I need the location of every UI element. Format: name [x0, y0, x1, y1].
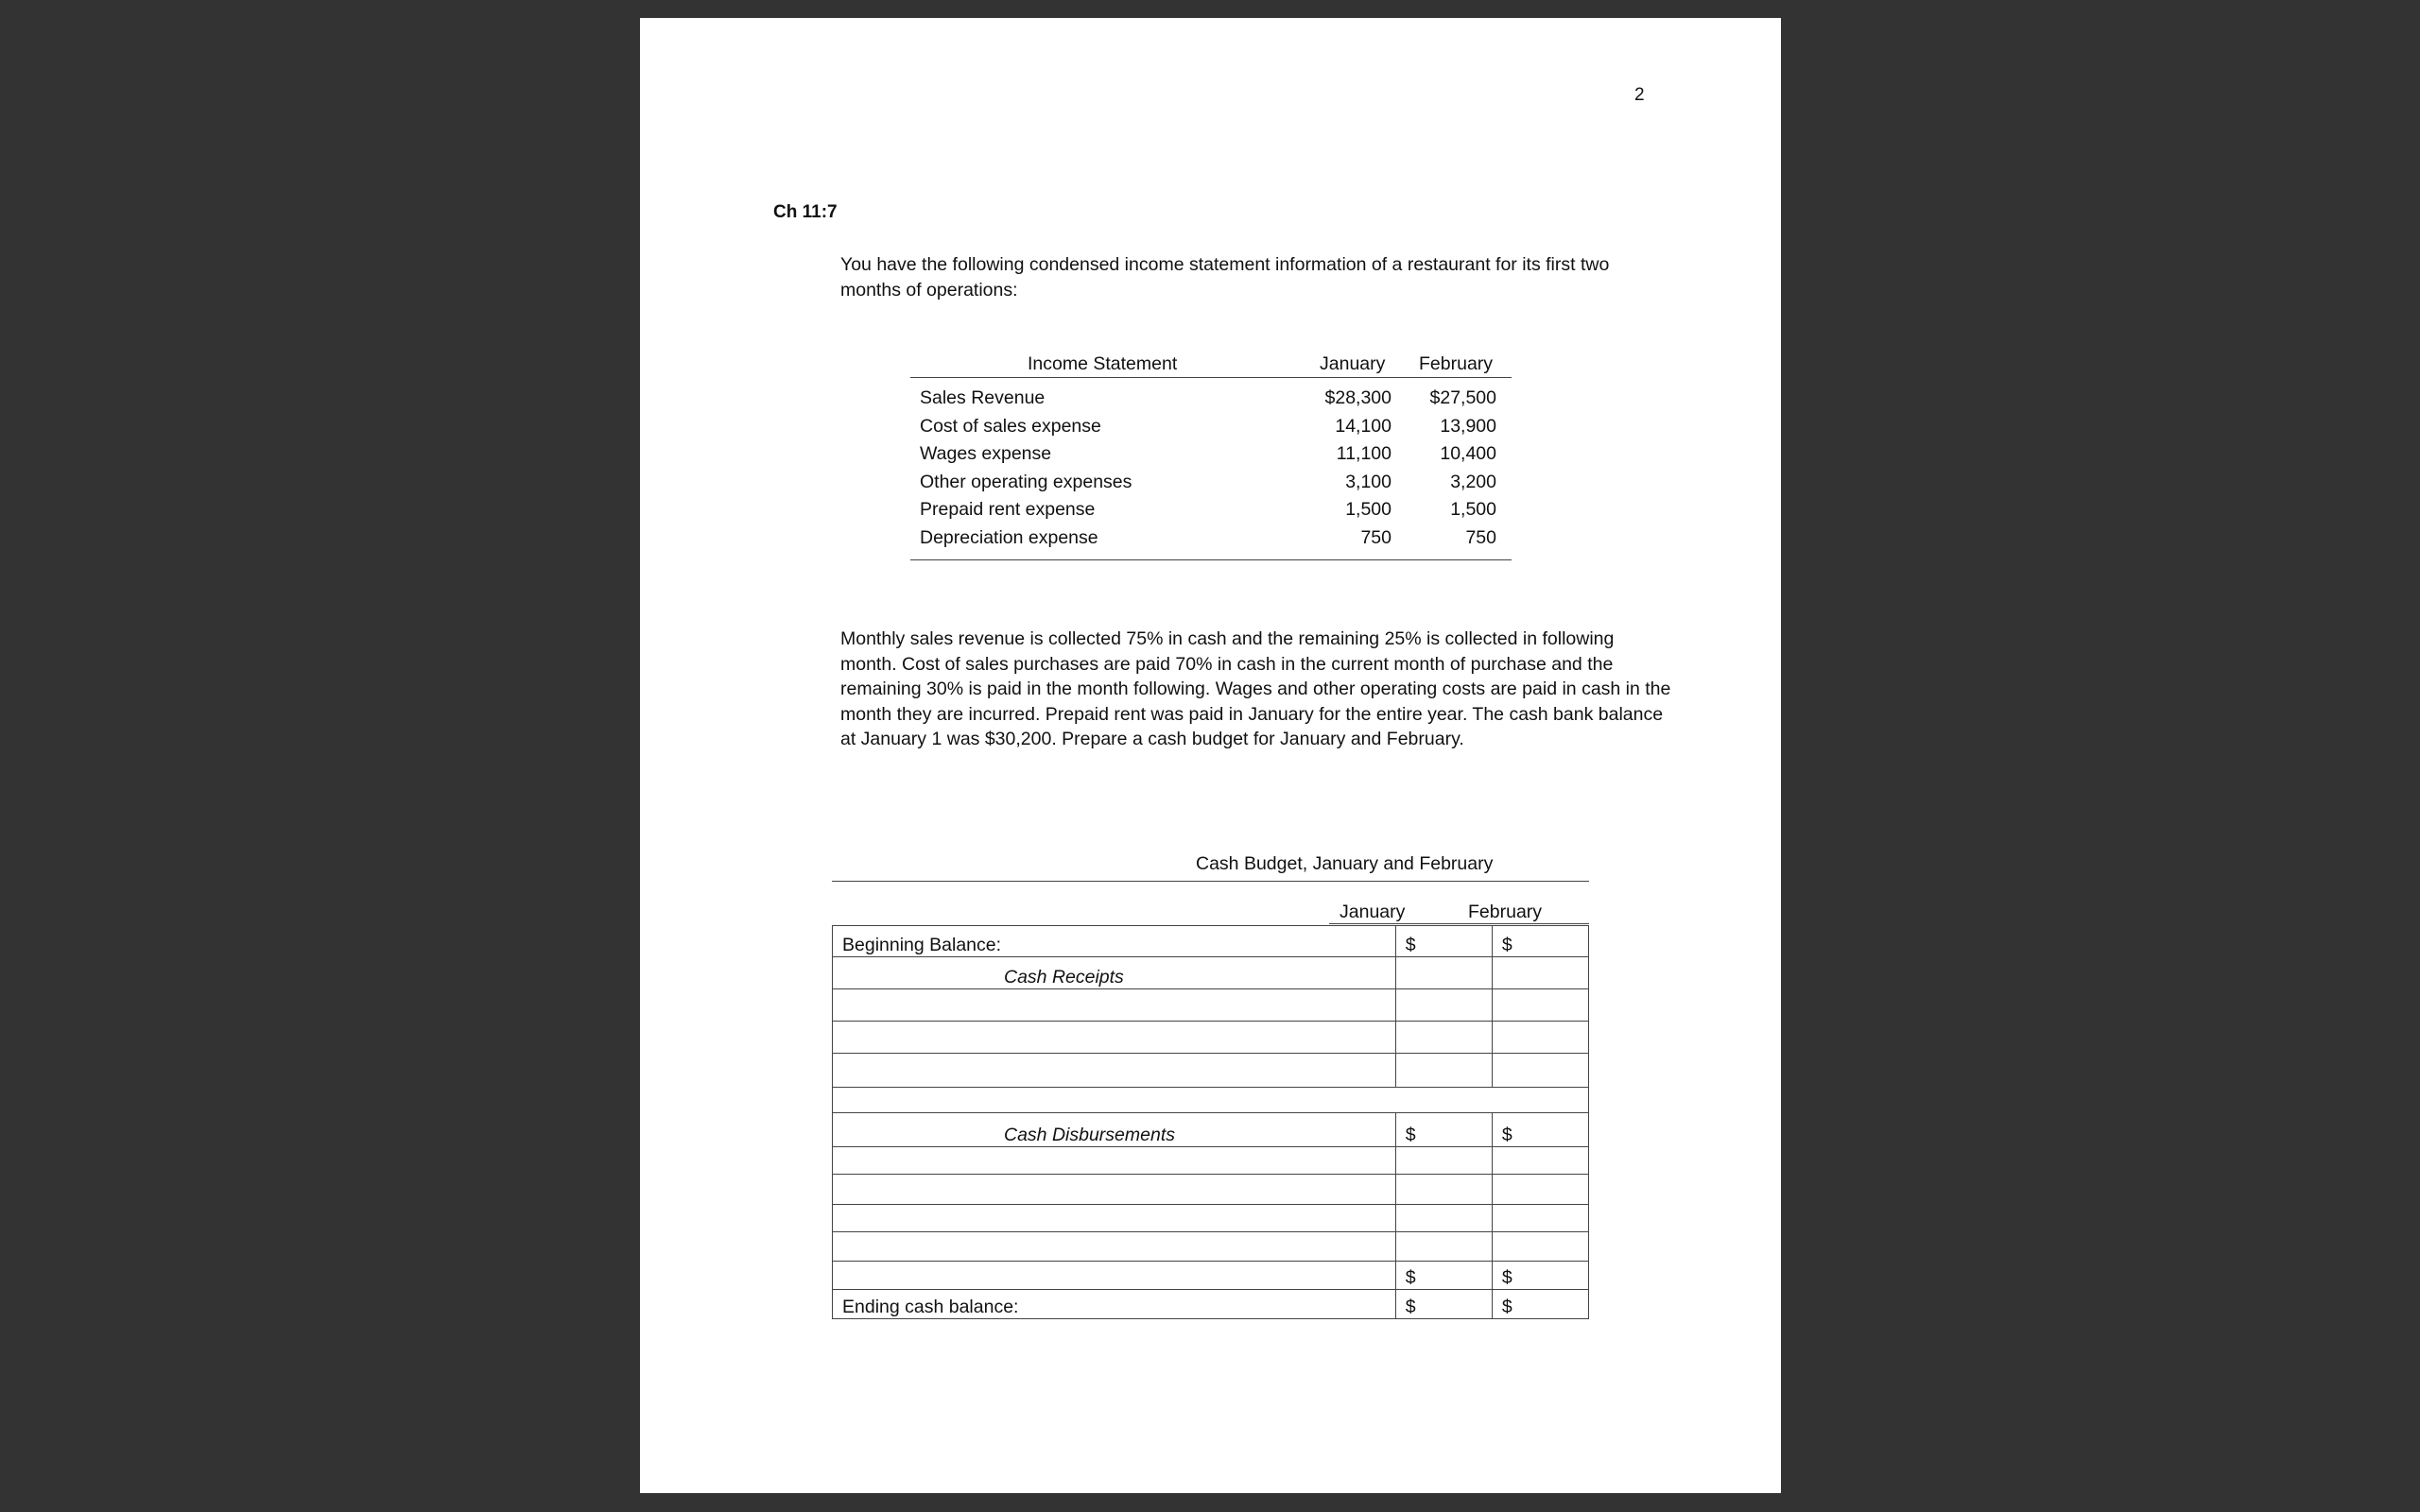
cash-budget-row: [833, 957, 1589, 989]
cash-budget-row-label: [833, 1147, 1396, 1175]
income-row: [910, 414, 1512, 442]
cash-budget-table: [832, 925, 1589, 1319]
cash-budget-row: [833, 1147, 1589, 1175]
income-row-february: $27,500: [1429, 387, 1496, 408]
income-row: [910, 525, 1512, 554]
cash-budget-row-label: [833, 1232, 1396, 1262]
cash-budget-january-cell: [1395, 1147, 1492, 1175]
cash-budget-january-cell: [1395, 989, 1492, 1022]
cash-budget-january-cell: [1395, 1205, 1492, 1232]
income-statement-table: [910, 347, 1512, 560]
cash-budget-title: Cash Budget, January and February: [1196, 853, 1494, 874]
income-row-february: 3,200: [1450, 471, 1496, 492]
cash-budget-february-cell: $: [1492, 1262, 1588, 1290]
intro-paragraph: You have the following condensed income statement information of a restaurant for its first two months of operations:: [840, 254, 1610, 301]
cash-budget-row-label: Beginning Balance:: [833, 926, 1396, 957]
cash-budget-row: [833, 989, 1589, 1022]
cash-budget-february-cell: $: [1492, 926, 1588, 957]
cash-budget-row: [833, 1175, 1589, 1205]
income-row-label: Wages expense: [920, 443, 1052, 465]
cash-budget-row-label: [833, 989, 1396, 1022]
cash-budget-january-cell: [1395, 957, 1492, 989]
income-row-february: 750: [1465, 526, 1496, 548]
cash-budget-january-cell: $: [1395, 926, 1492, 957]
income-row-january: $28,300: [1324, 387, 1392, 408]
income-row: [910, 470, 1512, 498]
page-number: 2: [1634, 85, 1645, 105]
instructions-paragraph: Monthly sales revenue is collected 75% in cash and the remaining 25% is collected in following month. Cost of sales purchases are paid 70% in cash in the current month of purchase and the remaining 30% is paid in the month following. Wages and other operating costs are paid in cash in the month they are incurred. Prepaid rent was paid in January for the entire year. The cash bank balance at January 1 was $30,200. Prepare a cash budget for January and February.: [840, 628, 1671, 750]
cash-budget-row-label: [833, 1262, 1396, 1290]
income-row-january: 750: [1360, 526, 1392, 548]
income-row-label: Depreciation expense: [920, 526, 1098, 548]
cash-budget-col-february: February: [1468, 902, 1543, 922]
income-row-january: 14,100: [1335, 415, 1392, 437]
income-statement-rows: [910, 378, 1512, 560]
cash-budget-row: [833, 1113, 1589, 1147]
cash-budget-february-cell: [1492, 1147, 1588, 1175]
cash-budget-row-label: [833, 1175, 1396, 1205]
income-row: [910, 441, 1512, 470]
cash-budget-row-label: Ending cash balance:: [833, 1290, 1396, 1319]
cash-budget-row: [833, 1290, 1589, 1319]
cash-budget-january-cell: [1395, 1232, 1492, 1262]
income-row-february: 13,900: [1440, 415, 1496, 437]
cash-budget-february-cell: [1492, 1175, 1588, 1205]
cash-budget-january-cell: [1395, 1022, 1492, 1054]
cash-budget-row-label: [833, 1205, 1396, 1232]
income-row-label: Cost of sales expense: [920, 415, 1101, 437]
income-row-january: 1,500: [1345, 499, 1392, 521]
cash-budget-february-cell: $: [1492, 1290, 1588, 1319]
cash-budget-section-label: Cash Disbursements: [833, 1113, 1396, 1147]
cash-budget-january-cell: $: [1395, 1262, 1492, 1290]
income-row-january: 3,100: [1345, 471, 1392, 492]
cash-budget-row: [833, 1054, 1589, 1088]
cash-budget-row: [833, 1022, 1589, 1054]
cash-budget-february-cell: [1492, 957, 1588, 989]
income-statement-title: Income Statement: [1028, 353, 1178, 374]
cash-budget-january-cell: $: [1395, 1290, 1492, 1319]
document-page: [640, 18, 1781, 1493]
cash-budget-title-bar: [832, 853, 1589, 882]
cash-budget-february-cell: [1492, 1232, 1588, 1262]
cash-budget-february-cell: [1492, 989, 1588, 1022]
income-row-label: Prepaid rent expense: [920, 499, 1096, 521]
cash-budget-january-cell: $: [1395, 1113, 1492, 1147]
cash-budget-february-cell: [1492, 1205, 1588, 1232]
cash-budget-january-cell: [1395, 1054, 1492, 1088]
income-row-label: Other operating expenses: [920, 471, 1132, 492]
income-row-february: 1,500: [1450, 499, 1496, 521]
cash-budget-january-cell: [1395, 1175, 1492, 1205]
cash-budget-col-january: January: [1340, 902, 1406, 922]
cash-budget-section-label: Cash Receipts: [833, 957, 1396, 989]
cash-budget-february-cell: [1492, 1022, 1588, 1054]
cash-budget-february-cell: $: [1492, 1113, 1588, 1147]
cash-budget-row: [833, 1205, 1589, 1232]
cash-budget-february-cell: [1492, 1054, 1588, 1088]
cash-budget-row-label: [833, 1054, 1396, 1088]
column-header-underline: [1329, 923, 1589, 924]
cash-budget-row: [833, 1088, 1589, 1113]
cash-budget-row: [833, 1262, 1589, 1290]
cash-budget-column-headers: [832, 882, 1589, 924]
income-col-january: January: [1320, 353, 1386, 374]
income-col-february: February: [1419, 353, 1494, 374]
cash-budget-row: [833, 926, 1589, 957]
income-row: [910, 497, 1512, 525]
chapter-heading: Ch 11:7: [773, 202, 838, 222]
cash-budget-row: [833, 1232, 1589, 1262]
income-row-label: Sales Revenue: [920, 387, 1046, 408]
cash-budget-spacer-cell: [833, 1088, 1589, 1113]
income-row-january: 11,100: [1336, 443, 1392, 465]
income-row-february: 10,400: [1440, 443, 1496, 465]
cash-budget-row-label: [833, 1022, 1396, 1054]
income-row: [910, 386, 1512, 414]
income-statement-header: [910, 347, 1512, 378]
